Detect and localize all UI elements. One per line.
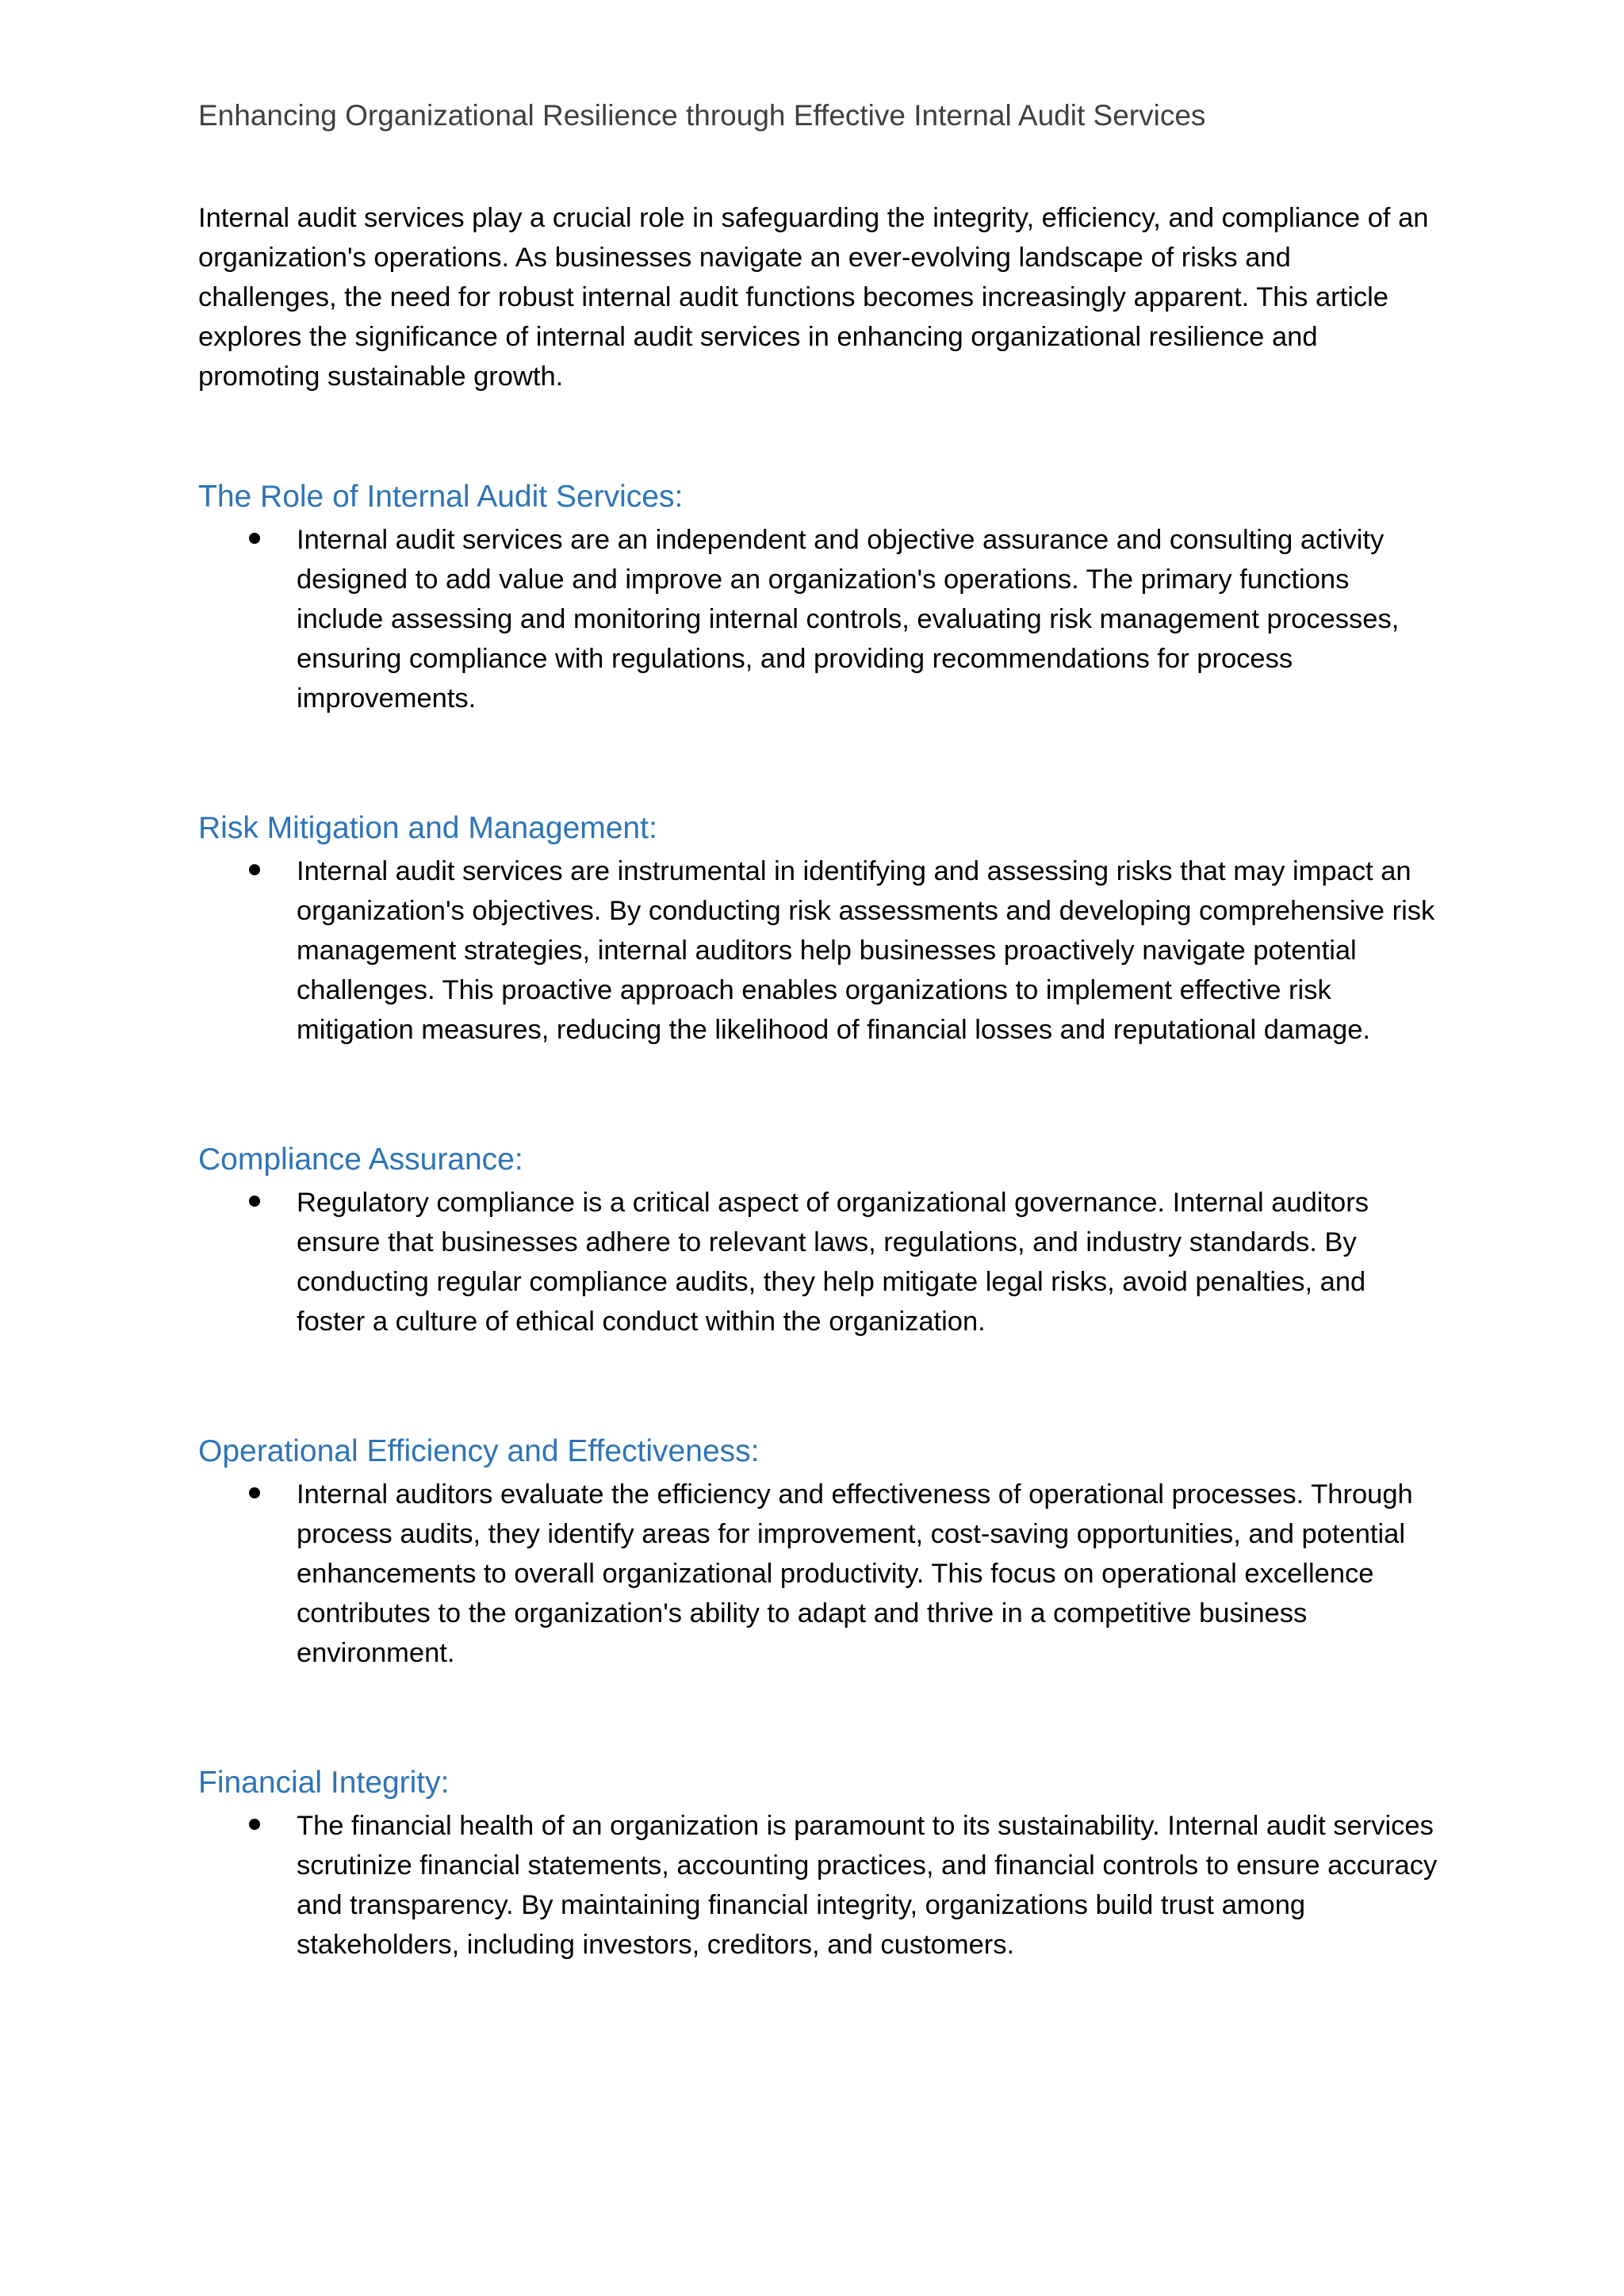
- section-financial-integrity: [198, 1763, 1438, 1965]
- section-role-of-internal-audit: [198, 477, 1435, 718]
- section-compliance-assurance: [198, 1140, 1435, 1341]
- bullet-text: The financial health of an organization is paramount to its sustainability. Internal audit services scrutinize financial statements, accounting practices, and financial controls to ensure accuracy and transparency. By maintaining financial integrity, organizations build trust among stakeholders, including investors, creditors, and customers.: [297, 1811, 1438, 1960]
- section-operational-efficiency: [198, 1432, 1435, 1673]
- bullet-icon: [249, 864, 260, 875]
- intro-paragraph: Internal audit services play a crucial role in safeguarding the integrity, efficiency, and compliance of an organization's operations. As businesses navigate an ever-evolving landscape of risks and challenges, the need for robust internal audit functions becomes increasingly apparent. This article explores the significance of internal audit services in enhancing organizational resilience and promoting sustainable growth.: [198, 203, 1429, 392]
- bullet-text: Internal audit services are an independent and objective assurance and consulting activity designed to add value and improve an organization's operations. The primary functions include assessing and monitoring internal controls, evaluating risk management processes, ensuring compliance with regulations, and providing recommendations for process improvements.: [297, 525, 1400, 714]
- list-item: [198, 1806, 1438, 1965]
- list-item: [198, 851, 1435, 1050]
- bullet-text: Internal audit services are instrumental in identifying and assessing risks that may impact an organization's objectives. By conducting risk assessments and developing comprehensive risk management strategies, internal auditors help businesses proactively navigate potential challenges. This proactive approach enables organizations to implement effective risk mitigation measures, reducing the likelihood of financial losses and reputational damage.: [297, 856, 1435, 1045]
- list-item: [198, 1183, 1435, 1341]
- bullet-text: Regulatory compliance is a critical aspect of organizational governance. Internal auditors ensure that businesses adhere to relevant laws, regulations, and industry standards. By conducting regular compliance audits, they help mitigate legal risks, avoid penalties, and foster a culture of ethical conduct within the organization.: [297, 1188, 1369, 1337]
- bullet-icon: [249, 1487, 260, 1498]
- section-heading: Compliance Assurance:: [198, 1142, 523, 1177]
- section-heading: Financial Integrity:: [198, 1766, 450, 1800]
- bullet-text: Internal auditors evaluate the efficiency and effectiveness of operational processes. Through process audits, they identify areas for improvement, cost-saving opportunities, and potential enhancements to overall organizational productivity. This focus on operational excellence contributes to the organization's ability to adapt and thrive in a competitive business environment.: [297, 1479, 1413, 1668]
- document-title: Enhancing Organizational Resilience through Effective Internal Audit Services: [198, 99, 1206, 132]
- document-body: [198, 97, 1438, 1960]
- section-heading: Risk Mitigation and Management:: [198, 811, 657, 845]
- section-heading: Operational Efficiency and Effectiveness:: [198, 1434, 760, 1468]
- bullet-icon: [249, 1819, 260, 1830]
- bullet-icon: [249, 1196, 260, 1207]
- list-item: [198, 1475, 1435, 1673]
- bullet-icon: [249, 533, 260, 544]
- list-item: [198, 520, 1435, 718]
- section-heading: The Role of Internal Audit Services:: [198, 480, 684, 514]
- section-risk-mitigation: [198, 809, 1435, 1050]
